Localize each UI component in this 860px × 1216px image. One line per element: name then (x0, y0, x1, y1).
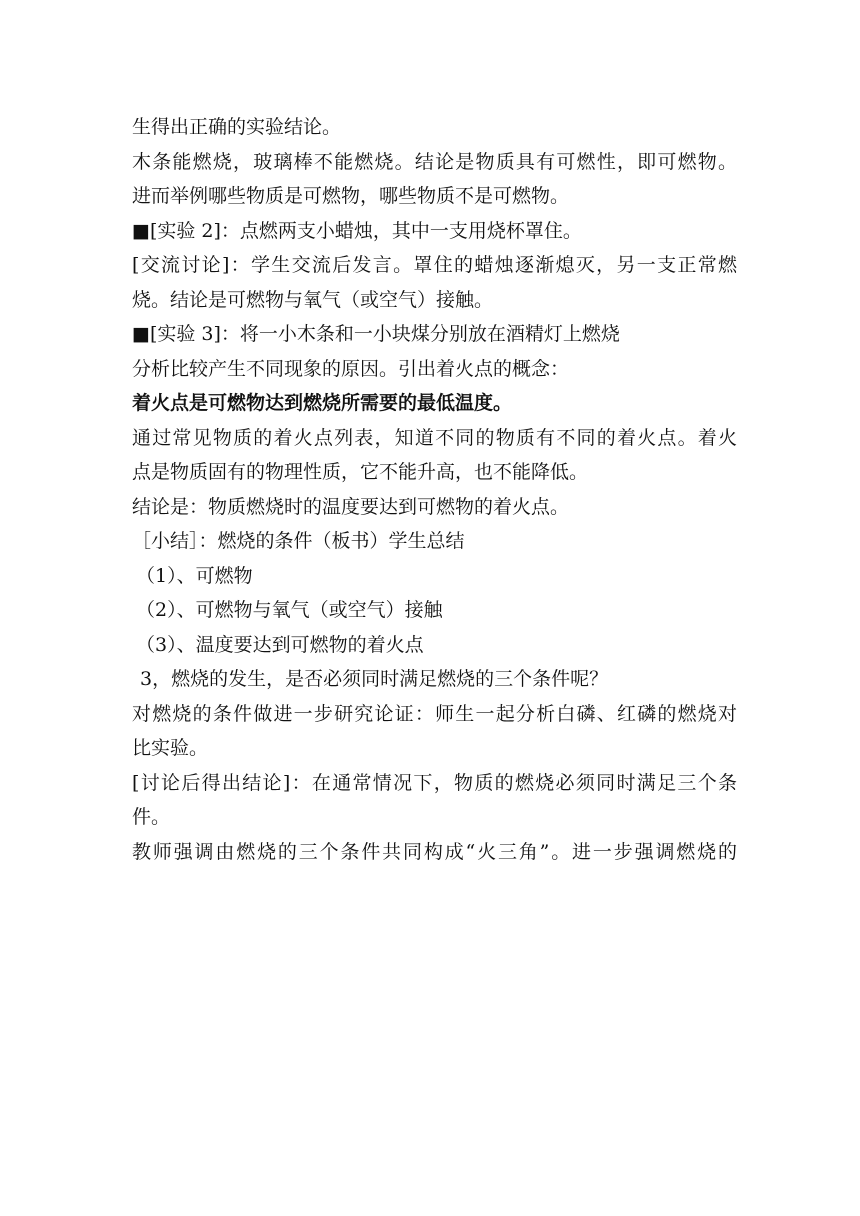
document-body (132, 110, 737, 869)
experiment-3-line: ■[实验 3]：将一小木条和一小块煤分别放在酒精灯上燃烧 (132, 323, 620, 345)
summary-heading: ［小结］：燃烧的条件（板书）学生总结 (132, 530, 465, 552)
paragraph-line: 进而举例哪些物质是可燃物，哪些物质不是可燃物。 (132, 185, 570, 207)
paragraph-line: 点是物质固有的物理性质，它不能升高，也不能降低。 (132, 461, 589, 483)
section-3-question: 3，燃烧的发生，是否必须同时满足燃烧的三个条件呢？ (140, 668, 609, 690)
paragraph-line: 比实验。 (132, 737, 209, 759)
paragraph-line: 木条能燃烧，玻璃棒不能燃烧。结论是物质具有可燃性，即可燃物。 (132, 150, 737, 173)
discussion-conclusion-line: [讨论后得出结论]：在通常情况下，物质的燃烧必须同时满足三个条 (132, 771, 737, 794)
paragraph-line: 对燃烧的条件做进一步研究论证：师生一起分析白磷、红磷的燃烧对 (132, 702, 737, 725)
paragraph-line: 通过常见物质的着火点列表，知道不同的物质有不同的着火点。着火 (132, 426, 737, 449)
paragraph-line: 分析比较产生不同现象的原因。引出着火点的概念： (132, 357, 570, 380)
paragraph-line: 件。 (132, 806, 171, 828)
discussion-line: [交流讨论]：学生交流后发言。罩住的蜡烛逐渐熄灭，另一支正常燃 (132, 254, 737, 276)
paragraph-line: 烧。结论是可燃物与氧气（或空气）接触。 (132, 288, 494, 311)
conclusion-line: 结论是：物质燃烧时的温度要达到可燃物的着火点。 (132, 495, 570, 518)
condition-item-2: （2）、可燃物与氧气（或空气）接触 (136, 599, 443, 621)
experiment-2-line: ■[实验 2]：点燃两支小蜡烛，其中一支用烧杯罩住。 (132, 219, 582, 242)
paragraph-line: 生得出正确的实验结论。 (132, 116, 342, 138)
condition-item-1: （1）、可燃物 (136, 564, 253, 587)
condition-item-3: （3）、温度要达到可燃物的着火点 (136, 633, 424, 656)
paragraph-line: 教师强调由燃烧的三个条件共同构成“火三角”。进一步强调燃烧的 (132, 840, 737, 863)
ignition-point-definition: 着火点是可燃物达到燃烧所需要的最低温度。 (132, 392, 513, 414)
